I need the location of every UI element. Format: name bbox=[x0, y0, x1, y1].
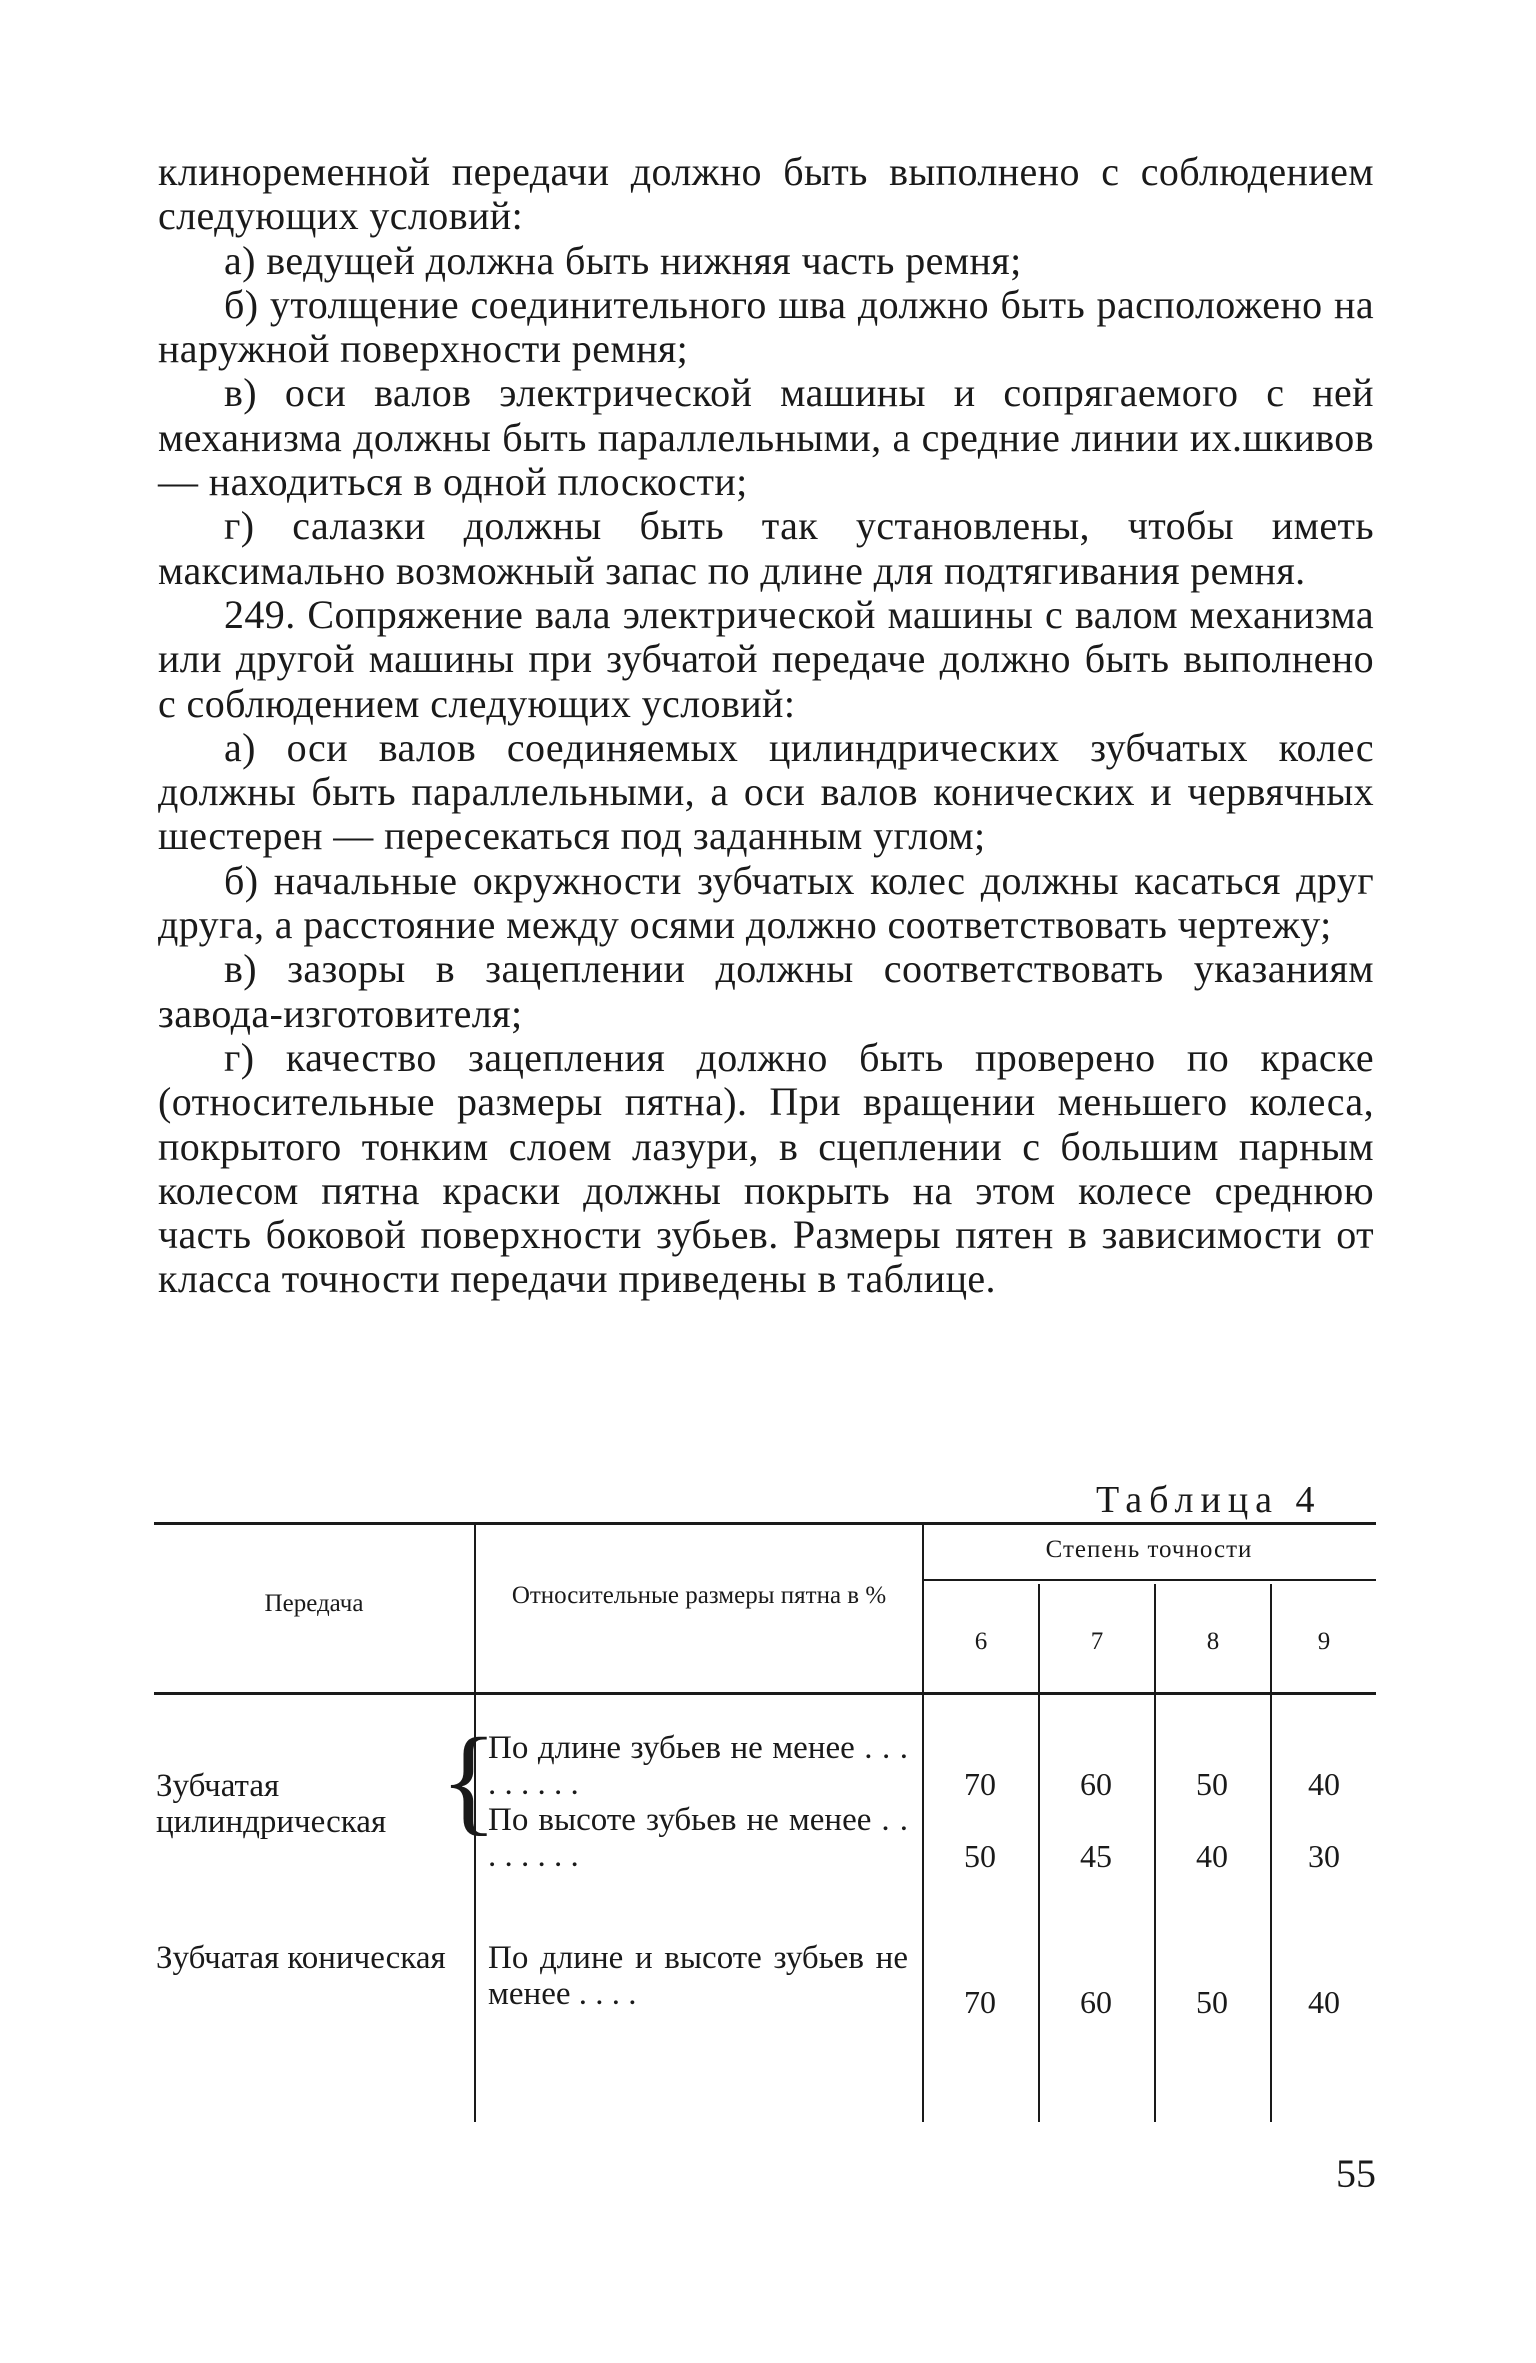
value-cell: 40 bbox=[1196, 1838, 1228, 1874]
value-cell: 50 bbox=[964, 1838, 996, 1874]
grade-label: 9 bbox=[1317, 1628, 1331, 1655]
row-brace: { bbox=[440, 1713, 498, 1846]
value-cell: 50 bbox=[1196, 1984, 1228, 2020]
col-divider bbox=[1038, 1584, 1040, 2122]
value-cell: 60 bbox=[1080, 1984, 1112, 2020]
size-label: По длине и высоте зубьев не менее . . . . bbox=[488, 1940, 908, 2012]
page-number: 55 bbox=[1336, 2151, 1376, 2196]
value-cell: 40 bbox=[1308, 1984, 1340, 2020]
value-cell: 70 bbox=[964, 1766, 996, 1802]
col-divider bbox=[1154, 1584, 1156, 2122]
body-text bbox=[158, 150, 1374, 1302]
value-cell: 40 bbox=[1308, 1766, 1340, 1802]
paragraph: г) салазки должны быть так установлены, чтобы иметь максимально возможный запас по длине для подтягивания ремня. bbox=[158, 503, 1374, 593]
value-cell: 50 bbox=[1196, 1766, 1228, 1802]
size-label: По высоте зубьев не менее . . . . . . . . bbox=[488, 1802, 908, 1874]
col-divider bbox=[922, 1522, 924, 2122]
paragraph: в) оси валов электрической машины и сопрягаемого с ней механизма должны быть параллельными, а средние линии их.шкивов — находиться в одной плоскости; bbox=[158, 370, 1374, 505]
header-gear: Передача bbox=[264, 1590, 364, 1617]
paragraph: г) качество зацепления должно быть проверено по краске (относительные размеры пятна). При вращении меньшего колеса, покрытого тонким слоем лазури, в сцеплении с большим парным колесом пятна краски должны покрыть на этом колесе среднюю часть боковой поверхности зубьев. Размеры пятен в зависимости от класса точности передачи приведены в таблице. bbox=[158, 1034, 1374, 1302]
col-divider bbox=[1270, 1584, 1272, 2122]
paragraph: б) начальные окружности зубчатых колес должны касаться друг друга, а расстояние между осями должно соответствовать чертежу; bbox=[158, 857, 1374, 948]
header-size: Относительные размеры пятна в % bbox=[511, 1582, 887, 1609]
gear-name: Зубчатая коническая bbox=[156, 1940, 446, 1976]
value-cell: 70 bbox=[964, 1984, 996, 2020]
table-top-rule bbox=[154, 1522, 1376, 1525]
paragraph: 249. Сопряжение вала электрической машины с валом механизма или другой машины при зубчатой передаче должно быть выполнено с соблюдением следующих условий: bbox=[158, 591, 1374, 726]
value-cell: 30 bbox=[1308, 1838, 1340, 1874]
grade-label: 7 bbox=[1090, 1628, 1104, 1655]
value-cell: 45 bbox=[1080, 1838, 1112, 1874]
paragraph: в) зазоры в зацеплении должны соответствовать указаниям завода-изготовителя; bbox=[158, 946, 1374, 1036]
accuracy-table bbox=[154, 1522, 1376, 2122]
grade-label: 8 bbox=[1206, 1628, 1220, 1655]
header-bottom-rule bbox=[154, 1692, 1376, 1695]
paragraph: б) утолщение соединительного шва должно быть расположено на наружной поверхности ремня; bbox=[158, 281, 1374, 372]
grade-label: 6 bbox=[974, 1628, 988, 1655]
size-label: По длине зубьев не менее . . . . . . . . . bbox=[488, 1730, 908, 1802]
paragraph: а) оси валов соединяемых цилиндрических зубчатых колес должны быть параллельными, а оси валов конических и червячных шестерен — пересекаться под заданным углом; bbox=[158, 724, 1374, 859]
paragraph: а) ведущей должна быть нижняя часть ремня; bbox=[224, 237, 1022, 283]
header-accuracy: Степень точности bbox=[1045, 1536, 1253, 1563]
gear-name: Зубчатая цилиндрическая bbox=[156, 1768, 387, 1840]
value-cell: 60 bbox=[1080, 1766, 1112, 1802]
paragraph: клиноременной передачи должно быть выполнено с соблюдением следующих условий: bbox=[158, 149, 1374, 239]
header-sub-rule bbox=[924, 1579, 1376, 1581]
table-caption: Таблица 4 bbox=[1096, 1479, 1322, 1521]
